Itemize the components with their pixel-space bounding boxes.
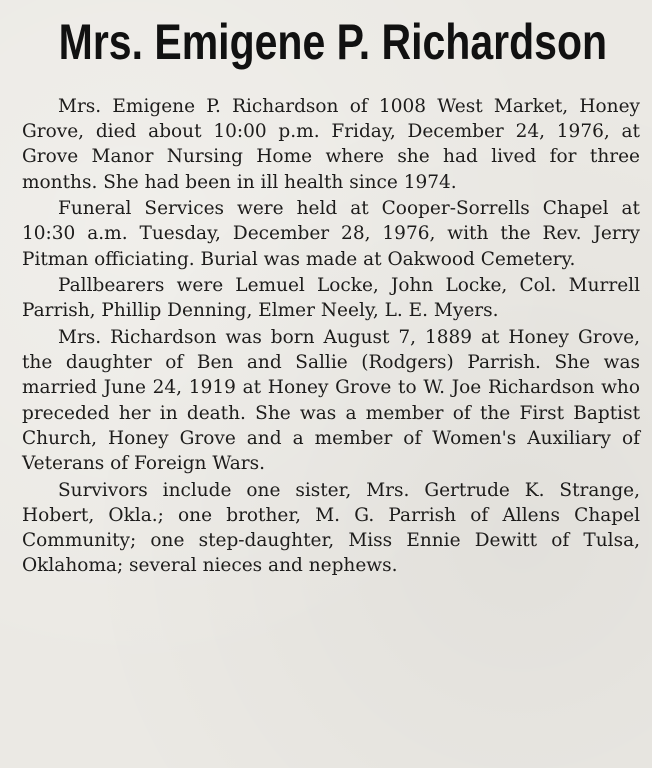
paragraph-death-notice: Mrs. Emigene P. Richardson of 1008 West Market, Honey Grove, died about 10:00 p.m. Friday, December 24, 1976, at Grove Manor Nursing Home where she had lived for three months. She had been in ill health since 1974. [22, 96, 640, 193]
paragraph-biography: Mrs. Richardson was born August 7, 1889 at Honey Grove, the daughter of Ben and Sallie (Rodgers) Parrish. She was married June 24, 1919 at Honey Grove to W. Joe Richardson who preceded her in death. She was a member of the First Baptist Church, Honey Grove and a member of Women's Auxiliary of Veterans of Foreign Wars. [22, 327, 640, 475]
paragraph-survivors: Survivors include one sister, Mrs. Gertrude K. Strange, Hobert, Okla.; one brother, M. G. Parrish of Allens Chapel Community; one step-daughter, Miss Ennie Dewitt of Tulsa, Oklahoma; several nieces and nephews. [22, 479, 640, 577]
paragraph-pallbearers: Pallbearers were Lemuel Locke, John Locke, Col. Murrell Parrish, Phillip Denning, Elmer Neely, L. E. Myers. [22, 275, 640, 322]
article-body [22, 94, 640, 580]
headline: Mrs. Emigene P. Richardson [58, 14, 608, 70]
paragraph-funeral-services: Funeral Services were held at Cooper-Sorrells Chapel at 10:30 a.m. Tuesday, December 28, 1976, with the Rev. Jerry Pitman officiating. Burial was made at Oakwood Cemetery. [22, 198, 640, 270]
